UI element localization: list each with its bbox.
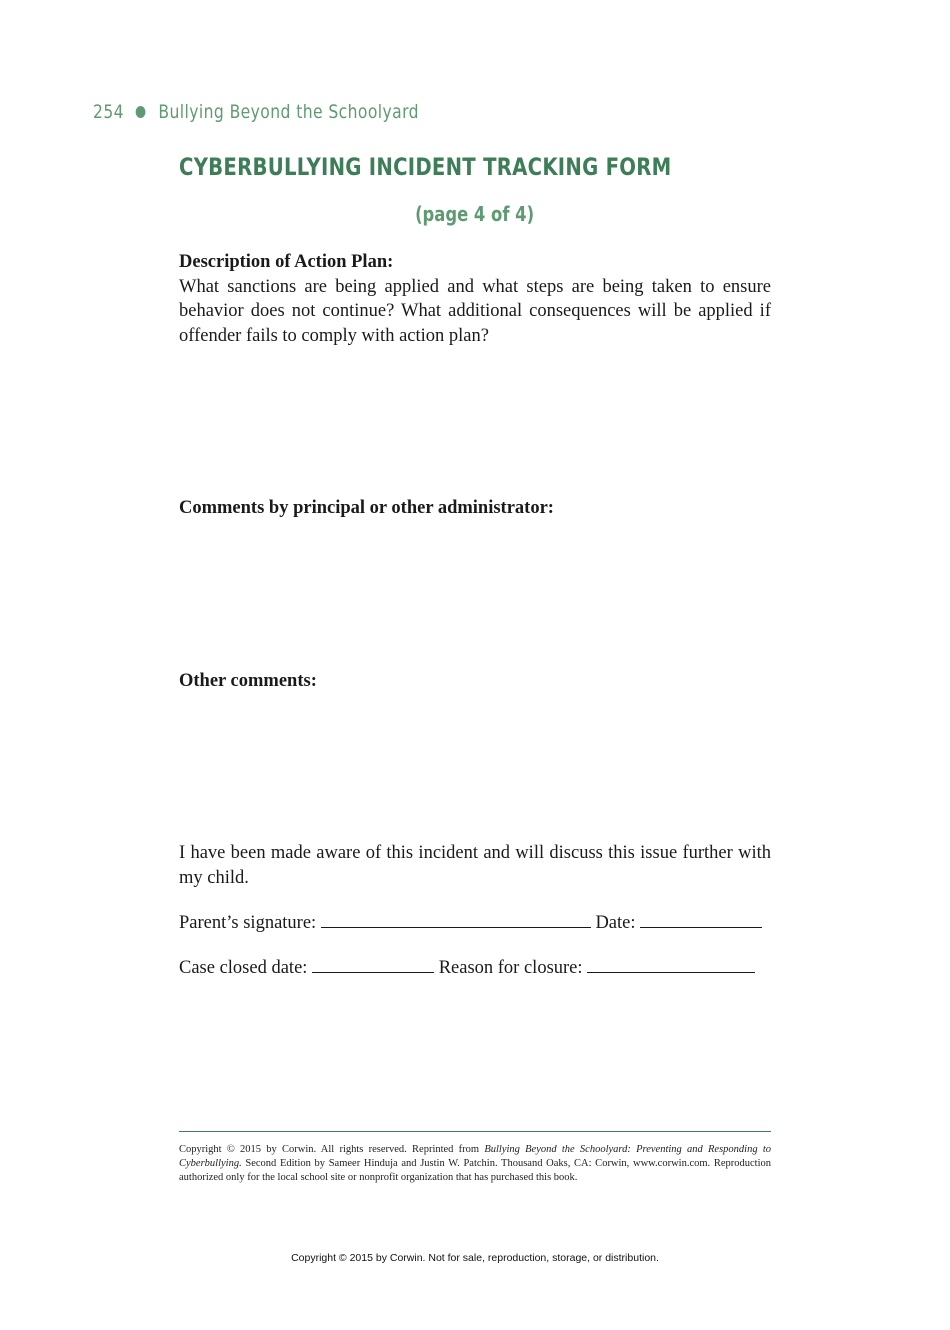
copyright-book-title: Bullying Beyond the Schoolyard: Preventing and Responding to Cyberbullying. [179, 1144, 771, 1169]
date-label: Date: [595, 913, 636, 933]
form-subtitle-text: (page 4 of 4) [415, 202, 535, 226]
date-field[interactable] [640, 912, 762, 928]
action-plan-section [179, 250, 771, 348]
acknowledgment-text: I have been made aware of this incident and will discuss this issue further with my child. [179, 843, 771, 888]
principal-comments-heading: Comments by principal or other administrator: [179, 498, 554, 518]
reason-field[interactable] [587, 957, 755, 973]
action-plan-heading: Description of Action Plan: [179, 252, 394, 272]
running-head [93, 101, 419, 123]
other-comments-heading: Other comments: [179, 671, 317, 691]
form-title: CYBERBULLYING INCIDENT TRACKING FORM [179, 153, 672, 181]
copyright-block [179, 1143, 771, 1185]
parent-signature-label: Parent’s signature: [179, 913, 317, 933]
action-plan-text: What sanctions are being applied and what steps are being taken to ensure behavior does not continue? What additional consequences will be applied if offender fails to comply with action plan? [179, 276, 771, 346]
other-comments-section [179, 669, 771, 694]
copyright-prefix: Copyright © 2015 by Corwin. All rights reserved. Reprinted from [179, 1144, 485, 1155]
book-title: Bullying Beyond the Schoolyard [158, 101, 419, 123]
case-closed-label: Case closed date: [179, 958, 308, 978]
case-closed-field[interactable] [312, 957, 434, 973]
parent-signature-row [179, 912, 771, 934]
footer-divider [179, 1131, 771, 1132]
reason-label: Reason for closure: [438, 958, 583, 978]
footer-note: Copyright © 2015 by Corwin. Not for sale, reproduction, storage, or distribution. [291, 1252, 659, 1264]
page-number: 254 [93, 101, 124, 123]
copyright-suffix: Second Edition by Sameer Hinduja and Justin W. Patchin. Thousand Oaks, CA: Corwin, www.corwin.com. Reproduction authorized only for the local school site or nonprofit organization that has purchased this book. [179, 1158, 771, 1183]
bullet-icon [135, 106, 145, 118]
parent-signature-field[interactable] [321, 912, 591, 928]
form-subtitle [179, 202, 771, 226]
case-closed-row [179, 957, 771, 979]
principal-comments-section [179, 496, 771, 521]
